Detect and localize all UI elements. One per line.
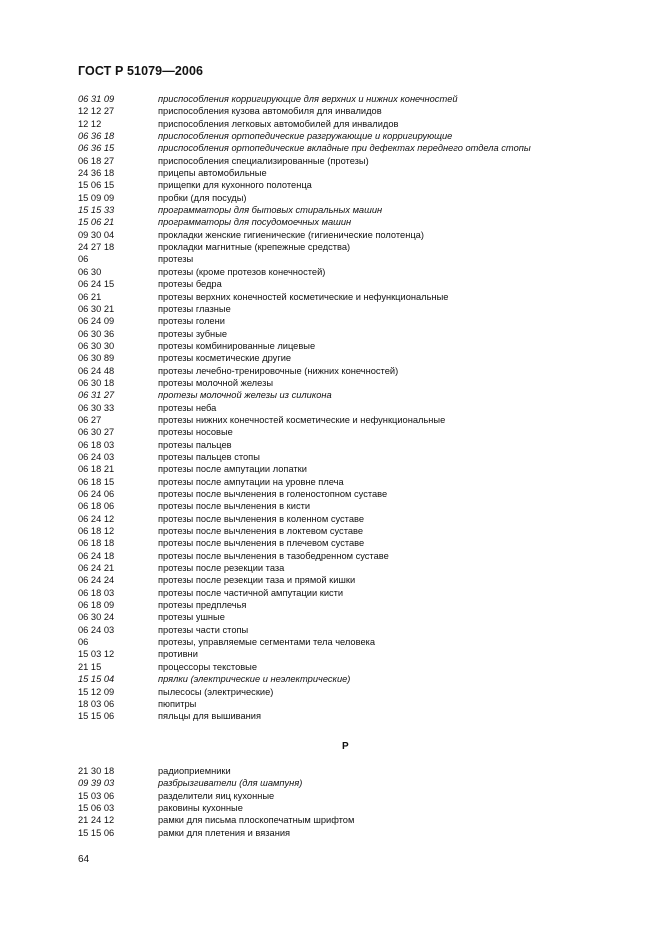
entry-code: 12 12 27 xyxy=(78,106,115,117)
entry-code: 06 24 18 xyxy=(78,550,115,561)
index-entry xyxy=(78,229,638,241)
index-entry xyxy=(78,328,638,340)
entry-code: 06 18 03 xyxy=(78,587,115,598)
index-entry xyxy=(78,574,638,586)
entry-code: 15 15 06 xyxy=(78,827,115,838)
entry-code: 06 18 18 xyxy=(78,538,115,549)
entry-term: протезы носовые xyxy=(158,427,233,438)
entry-term: протезы пальцев стопы xyxy=(158,451,260,462)
index-entry xyxy=(78,686,638,698)
entry-term: протезы после ампутации лопатки xyxy=(158,464,307,475)
entry-code: 06 31 09 xyxy=(78,94,115,104)
entry-term: протезы голени xyxy=(158,316,225,327)
entry-code: 06 24 12 xyxy=(78,513,115,524)
index-entry xyxy=(78,179,638,191)
entry-term: протезы (кроме протезов конечностей) xyxy=(158,266,326,277)
entry-code: 06 18 06 xyxy=(78,501,115,512)
index-entry xyxy=(78,599,638,611)
entry-term: приспособления легковых автомобилей для инвалидов xyxy=(158,118,399,129)
index-entry xyxy=(78,537,638,549)
index-entry xyxy=(78,790,638,802)
entry-term: программаторы для бытовых стиральных машин xyxy=(158,205,383,216)
index-entry xyxy=(78,105,638,117)
index-entry xyxy=(78,827,638,839)
entry-code: 06 24 21 xyxy=(78,563,115,574)
index-entry xyxy=(78,303,638,315)
index-entry xyxy=(78,142,638,154)
entry-term: протезы зубные xyxy=(158,328,228,339)
index-entry xyxy=(78,167,638,179)
entry-code: 18 03 06 xyxy=(78,698,115,709)
entry-term: рамки для письма плоскопечатным шрифтом xyxy=(158,815,355,826)
index-entry xyxy=(78,352,638,364)
entry-term: приспособления специализированные (протезы) xyxy=(158,155,369,166)
entry-code: 06 18 03 xyxy=(78,439,115,450)
index-entry xyxy=(78,315,638,327)
entry-term: протезы, управляемые сегментами тела человека xyxy=(158,637,376,648)
entry-term: раковины кухонные xyxy=(158,803,243,814)
entry-term: протезы пальцев xyxy=(158,439,232,450)
index-entry xyxy=(78,266,638,278)
index-entry-list xyxy=(78,93,638,723)
entry-code: 21 24 12 xyxy=(78,815,115,826)
entry-term: пюпитры xyxy=(158,698,197,709)
entry-term: разделители яиц кухонные xyxy=(158,790,275,801)
entry-code: 06 30 36 xyxy=(78,328,115,339)
entry-term: протезы xyxy=(158,254,194,265)
entry-term: протезы молочной железы xyxy=(158,377,274,388)
index-entry xyxy=(78,661,638,673)
entry-term: прокладки магнитные (крепежные средства) xyxy=(158,242,351,253)
entry-code: 09 39 03 xyxy=(78,778,115,789)
entry-code: 06 30 18 xyxy=(78,377,115,388)
entry-code: 15 15 06 xyxy=(78,711,115,722)
entry-term: протезы ушные xyxy=(158,612,225,623)
entry-term: разбрызгиватели (для шампуня) xyxy=(158,778,303,789)
entry-code: 06 24 03 xyxy=(78,451,115,462)
entry-term: протезы после вычленения в голеностопном суставе xyxy=(158,489,388,499)
entry-term: приспособления ортопедические разгружающие и корригирующие xyxy=(158,131,453,142)
entry-term: протезы после частичной ампутации кисти xyxy=(158,587,344,598)
entry-term: пылесосы (электрические) xyxy=(158,686,274,697)
entry-code: 15 03 12 xyxy=(78,649,115,660)
entry-term: протезы после вычленения в плечевом суставе xyxy=(158,538,365,549)
entry-code: 15 06 03 xyxy=(78,803,115,814)
entry-term: прокладки женские гигиенические (гигиенические полотенца) xyxy=(158,229,424,240)
entry-term: протезы бедра xyxy=(158,279,222,290)
entry-term: протезы после резекции таза xyxy=(158,563,285,574)
entry-code: 15 12 09 xyxy=(78,686,115,697)
entry-term: протезы лечебно-тренировочные (нижних конечностей) xyxy=(158,365,399,376)
index-entry xyxy=(78,377,638,389)
entry-term: протезы комбинированные лицевые xyxy=(158,340,316,351)
entry-code: 06 30 89 xyxy=(78,353,115,364)
entry-code: 15 15 33 xyxy=(78,205,115,216)
entry-term: протезы после вычленения в кисти xyxy=(158,501,311,512)
entry-code: 06 30 33 xyxy=(78,402,115,413)
index-entry xyxy=(78,525,638,537)
index-entry xyxy=(78,402,638,414)
index-entry xyxy=(78,278,638,290)
index-entry xyxy=(78,765,638,777)
entry-code: 06 xyxy=(78,637,89,648)
entry-code: 15 06 15 xyxy=(78,180,115,191)
entry-term: пробки (для посуды) xyxy=(158,192,247,203)
entry-term: протезы после ампутации на уровне плеча xyxy=(158,476,344,487)
index-entry xyxy=(78,365,638,377)
entry-code: 06 30 xyxy=(78,266,102,277)
entry-code: 24 36 18 xyxy=(78,168,115,179)
entry-term: протезы неба xyxy=(158,402,217,413)
entry-code: 21 15 xyxy=(78,661,102,672)
entry-term: процессоры текстовые xyxy=(158,661,258,672)
entry-code: 06 24 09 xyxy=(78,316,115,327)
entry-code: 09 30 04 xyxy=(78,229,115,240)
index-entry xyxy=(78,777,638,789)
entry-code: 06 36 18 xyxy=(78,131,115,142)
index-entry xyxy=(78,155,638,167)
index-entry xyxy=(78,802,638,814)
index-entry xyxy=(78,698,638,710)
index-entry xyxy=(78,550,638,562)
entry-code: 06 18 15 xyxy=(78,476,115,487)
index-entry xyxy=(78,426,638,438)
entry-term: протезы верхних конечностей косметические и нефункциональные xyxy=(158,291,449,302)
entry-code: 15 15 04 xyxy=(78,674,115,685)
entry-code: 15 06 21 xyxy=(78,217,115,228)
entry-term: протезы предплечья xyxy=(158,600,247,611)
entry-term: противни xyxy=(158,649,198,660)
document-header: ГОСТ Р 51079—2006 xyxy=(78,64,204,78)
index-entry xyxy=(78,463,638,475)
index-entry xyxy=(78,204,638,216)
index-entry xyxy=(78,814,638,826)
index-entry xyxy=(78,710,638,722)
entry-term: протезы косметические другие xyxy=(158,353,292,364)
entry-code: 06 18 09 xyxy=(78,600,115,611)
entry-code: 06 24 48 xyxy=(78,365,115,376)
entry-term: протезы после резекции таза и прямой кишки xyxy=(158,575,356,586)
entry-code: 06 18 27 xyxy=(78,155,115,166)
entry-term: приспособления корригирующие для верхних и нижних конечностей xyxy=(158,94,458,104)
index-entry xyxy=(78,439,638,451)
index-entry xyxy=(78,500,638,512)
entry-code: 06 24 03 xyxy=(78,624,115,635)
entry-code: 12 12 xyxy=(78,118,102,129)
entry-code: 06 24 15 xyxy=(78,279,115,290)
index-entry xyxy=(78,673,638,685)
index-entry xyxy=(78,562,638,574)
entry-code: 06 30 24 xyxy=(78,612,115,623)
entry-term: протезы молочной железы из силикона xyxy=(158,390,332,401)
index-entry xyxy=(78,130,638,142)
index-entry xyxy=(78,587,638,599)
index-entry xyxy=(78,241,638,253)
index-entry xyxy=(78,636,638,648)
entry-code: 06 24 06 xyxy=(78,489,115,499)
index-entry xyxy=(78,513,638,525)
index-entry xyxy=(78,291,638,303)
entry-code: 21 30 18 xyxy=(78,766,115,776)
entry-term: прищепки для кухонного полотенца xyxy=(158,180,312,191)
index-entry xyxy=(78,476,638,488)
section-letter: Р xyxy=(342,741,349,752)
index-entry xyxy=(78,451,638,463)
index-entry xyxy=(78,389,638,401)
entry-term: программаторы для посудомоечных машин xyxy=(158,217,352,228)
entry-term: прялки (электрические и неэлектрические) xyxy=(158,674,351,685)
index-entry xyxy=(78,253,638,265)
page-number: 64 xyxy=(78,854,90,865)
entry-code: 06 36 15 xyxy=(78,143,115,154)
entry-term: протезы нижних конечностей косметические и нефункциональные xyxy=(158,414,446,425)
entry-term: протезы глазные xyxy=(158,303,231,314)
index-entry xyxy=(78,611,638,623)
index-entry xyxy=(78,648,638,660)
index-entry xyxy=(78,118,638,130)
entry-code: 15 09 09 xyxy=(78,192,115,203)
section-entry-list xyxy=(78,765,638,839)
index-entry xyxy=(78,340,638,352)
entry-code: 06 21 xyxy=(78,291,102,302)
entry-code: 06 30 30 xyxy=(78,340,115,351)
entry-code: 06 18 12 xyxy=(78,526,115,537)
index-entry xyxy=(78,216,638,228)
index-entry xyxy=(78,192,638,204)
entry-code: 15 03 06 xyxy=(78,790,115,801)
entry-term: протезы части стопы xyxy=(158,624,249,635)
entry-code: 06 24 24 xyxy=(78,575,115,586)
entry-term: рамки для плетения и вязания xyxy=(158,827,291,838)
entry-term: радиоприемники xyxy=(158,766,231,776)
index-entry xyxy=(78,414,638,426)
entry-code: 06 31 27 xyxy=(78,390,115,401)
entry-code: 06 xyxy=(78,254,89,265)
entry-code: 24 27 18 xyxy=(78,242,115,253)
entry-term: пяльцы для вышивания xyxy=(158,711,262,722)
index-entry xyxy=(78,488,638,500)
entry-term: протезы после вычленения в локтевом суставе xyxy=(158,526,364,537)
entry-term: приспособления кузова автомобиля для инвалидов xyxy=(158,106,382,117)
entry-term: протезы после вычленения в коленном суставе xyxy=(158,513,364,524)
entry-term: приспособления ортопедические вкладные при дефектах переднего отдела стопы xyxy=(158,143,531,154)
entry-code: 06 27 xyxy=(78,414,102,425)
entry-term: прицепы автомобильные xyxy=(158,168,267,179)
entry-code: 06 30 21 xyxy=(78,303,115,314)
index-entry xyxy=(78,624,638,636)
entry-code: 06 30 27 xyxy=(78,427,115,438)
entry-code: 06 18 21 xyxy=(78,464,115,475)
index-entry xyxy=(78,93,638,105)
entry-term: протезы после вычленения в тазобедренном суставе xyxy=(158,550,389,561)
